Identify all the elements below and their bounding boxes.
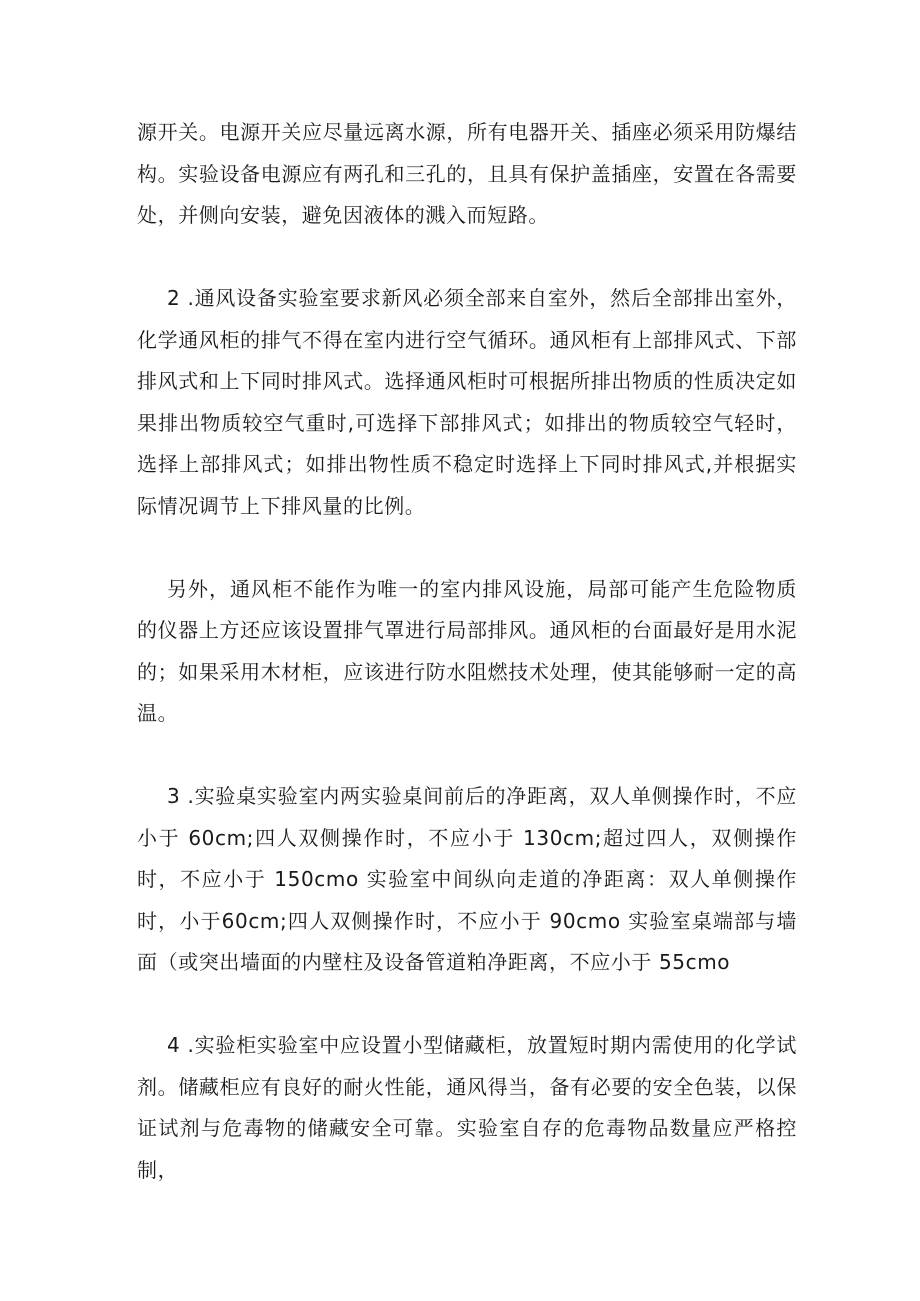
paragraph-lab-bench: 3 .实验桌实验室内两实验桌间前后的净距离，双人单侧操作时，不应小于 60cm;四人双侧操作时，不应小于 130cm;超过四人，双侧操作时，不应小于 150cmo 实验室中间纵向走道的净距离：双人单侧操作时，小于60cm;四人双侧操作时，不应小于 90cmo 实验室桌端部与墙面（或突出墙面的内壁柱及设备管道粕净距离，不应小于 55cmo bbox=[137, 784, 797, 974]
paragraph-fume-hood-extra: 另外，通风柜不能作为唯一的室内排风设施，局部可能产生危险物质的仪器上方还应该设置排气罩进行局部排风。通风柜的台面最好是用水泥的；如果采用木材柜，应该进行防水阻燃技术处理，使其能够耐一定的高温。 bbox=[137, 576, 797, 725]
document-body bbox=[137, 112, 797, 1233]
paragraph-lab-cabinet: 4 .实验柜实验室中应设置小型储藏柜，放置短时期内需使用的化学试剂。储藏柜应有良好的耐火性能，通风得当，备有必要的安全色装，以保证试剂与危毒物的储藏安全可靠。实验室自存的危毒物品数量应严格控制， bbox=[137, 1033, 797, 1182]
paragraph-power-switch: 源开关。电源开关应尽量远离水源，所有电器开关、插座必须采用防爆结构。实验设备电源应有两孔和三孔的，且具有保护盖插座，安置在各需要处，并侧向安装，避免因液体的溅入而短路。 bbox=[137, 120, 797, 227]
paragraph-ventilation: 2 .通风设备实验室要求新风必须全部来自室外，然后全部排出室外，化学通风柜的排气不得在室内进行空气循环。通风柜有上部排风式、下部排风式和上下同时排风式。选择通风柜时可根据所排出物质的性质决定如果排出物质较空气重时,可选择下部排风式；如排出的物质较空气轻时，选择上部排风式；如排出物性质不稳定时选择上下同时排风式,并根据实际情况调节上下排风量的比例。 bbox=[137, 286, 797, 518]
